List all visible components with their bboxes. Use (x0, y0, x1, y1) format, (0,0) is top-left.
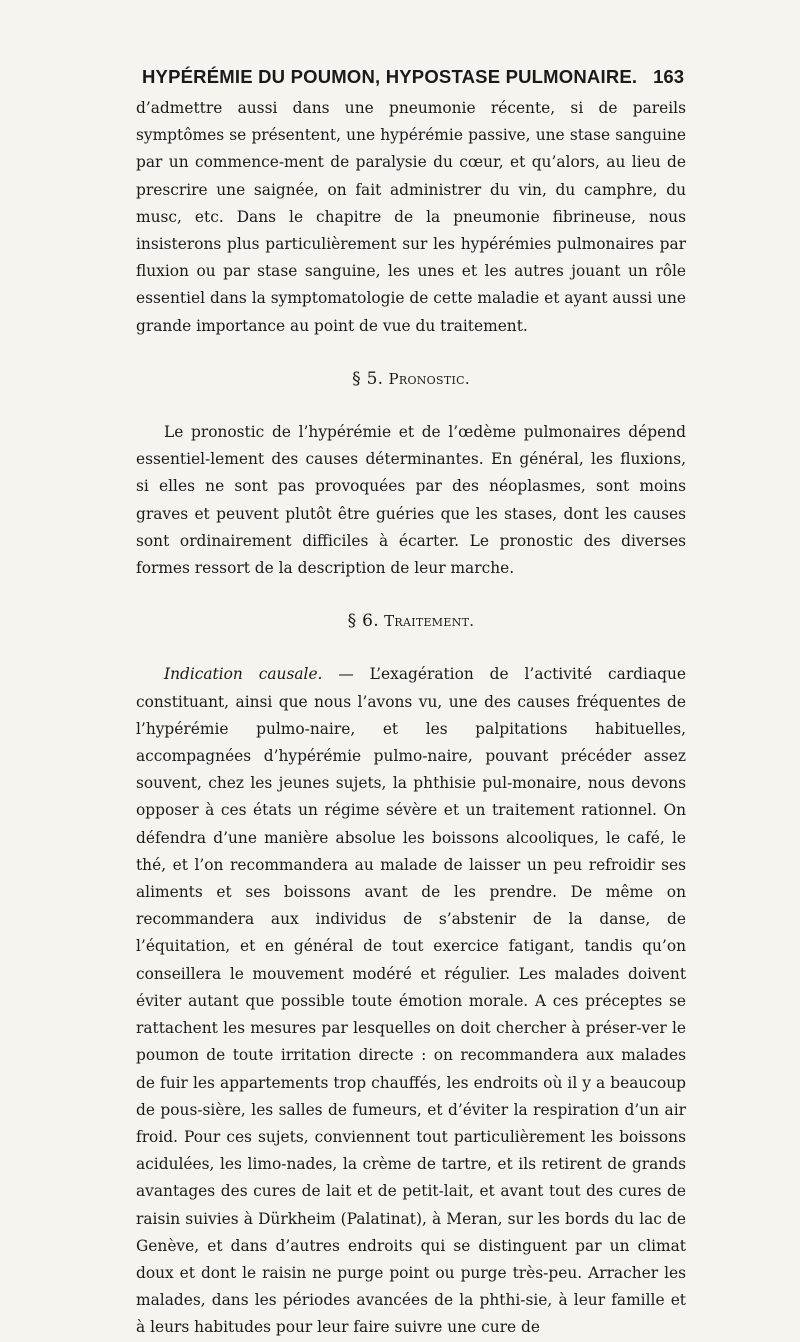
paragraph-pronostic: Le pronostic de l’hypérémie et de l’œdème pulmonaires dépend essentiel-lement des causes déterminantes. En général, les fluxions, si elles ne sont pas provoquées par des néoplasmes, sont moins graves et peuvent plutôt être guéries que les stases, dont les causes sont ordinairement difficiles à écarter. Le pronostic des diverses formes ressort de la description de leur marche. (136, 423, 686, 578)
section-title: Traitement. (384, 612, 475, 631)
running-title: HYPÉRÉMIE DU POUMON, HYPOSTASE PULMONAIRE. (142, 66, 638, 87)
paragraph-traitement-text: — L’exagération de l’activité cardiaque constituant, ainsi que nous l’avons vu, une des causes fréquentes de l’hypérémie pulmo-naire, et les palpitations habituelles, accompagnées d’hypérémie pulmo-naire, pouvant précéder assez souvent, chez les jeunes sujets, la phthisie pul-monaire, nous devons opposer à ces états un régime sévère et un traitement rationnel. On défendra d’une manière absolue les boissons alcooliques, le café, le thé, et l’on recommandera au malade de laisser un peu refroidir ses aliments et ses boissons avant de les prendre. De même on recommandera aux individus de s’abstenir de la danse, de l’équitation, et en général de tout exercice fatigant, tandis qu’on conseillera le mouvement modéré et régulier. Les malades doivent éviter autant que possible toute émotion morale. A ces préceptes se rattachent les mesures par lesquelles on doit chercher à préser-ver le poumon de toute irritation directe : on recommandera aux malades de fuir les appartements trop chauffés, les endroits où il y a beaucoup de pous-sière, les salles de fumeurs, et d’éviter la respiration d’un air froid. Pour ces sujets, conviennent tout particulièrement les boissons acidulées, les limo-nades, la crème de tartre, et ils retirent de grands avantages des cures de lait et de petit-lait, et avant tout des cures de raisin suivies à Dürkheim (Palatinat), à Meran, sur les bords du lac de Genève, et dans d’autres endroits qui se distinguent par un climat doux et dont le raisin ne purge point ou purge très-peu. Arracher les malades, dans les périodes avancées de la phthi-sie, à leur famille et à leurs habitudes pour leur faire suivre une cure de (136, 665, 687, 1337)
paragraph-traitement (136, 661, 686, 1341)
page-body (136, 95, 686, 1342)
section-title: Pronostic. (388, 369, 470, 388)
page-number: 163 (653, 66, 684, 87)
paragraph-hyperemie-pneumonie: d’admettre aussi dans une pneumonie récente, si de pareils symptômes se présentent, une hypérémie passive, une stase sanguine par un commence-ment de paralysie du cœur, et qu’alors, au lieu de prescrire une saignée, on fait administrer du vin, du camphre, du musc, etc. Dans le chapitre de la pneumonie fibrineuse, nous insisterons plus particulièrement sur les hypérémies pulmonaires par fluxion ou par stase sanguine, les unes et les autres jouant un rôle essentiel dans la symptomatologie de cette maladie et ayant aussi une grande importance au point de vue du traitement. (136, 99, 686, 335)
section-heading-pronostic (136, 366, 686, 393)
section-number: § 6. (347, 611, 379, 632)
section-number: § 5. (352, 368, 384, 389)
paragraph-lead-italic: Indication causale. (164, 665, 323, 684)
section-heading-traitement (136, 608, 686, 635)
page-header (116, 66, 684, 90)
